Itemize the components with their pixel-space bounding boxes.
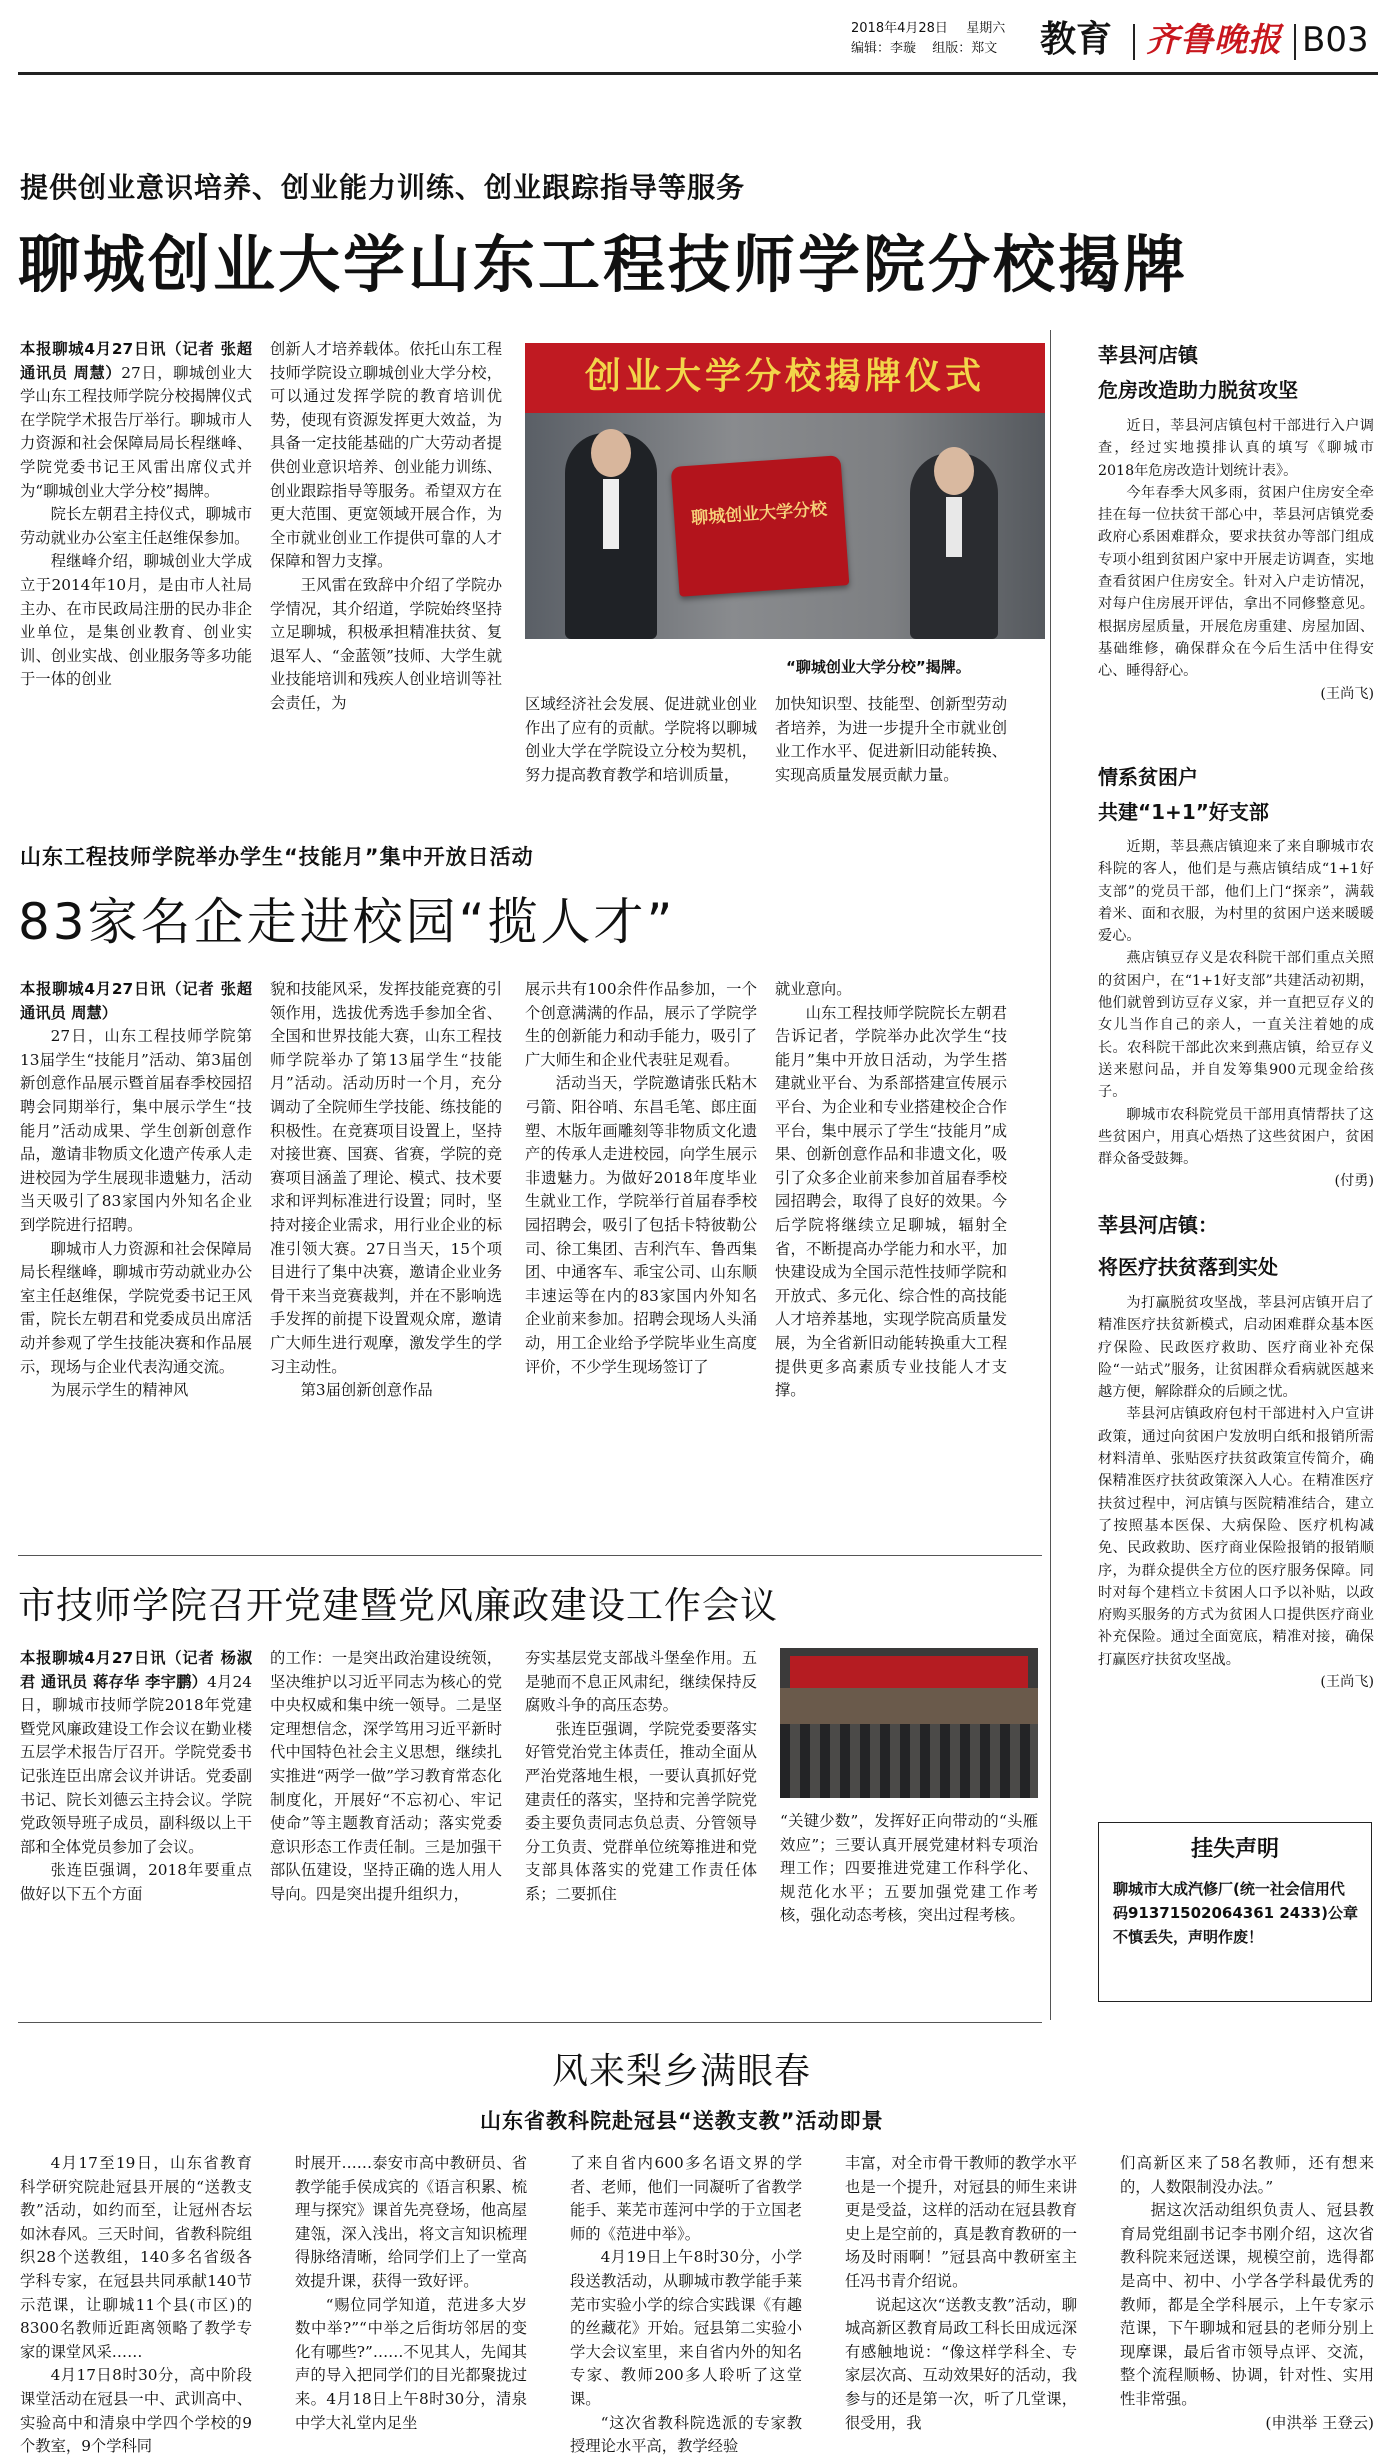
article2-col3 [525,978,757,1550]
notice-box [1098,1822,1372,2002]
article2-text: 就业意向。 [775,980,852,998]
article3-col4 [780,1810,1038,2002]
article4-text: 说起这次“送教支教”活动，聊城高新区教育局政工科长田成远深有感触地说：“像这样学科全、专家层次高、互动效果好的活动，我参与的还是第一次，听了几堂课，很受用，我 [845,2295,1077,2432]
side3-text: 莘县河店镇政府包村干部进村入户宣讲政策，通过向贫困户发放明白纸和报销所需材料清单、张贴医疗扶贫政策宣传简介，确保精准医疗扶贫政策深入人心。在精准医疗扶贫过程中，河店镇与医院精准结合，建立了按照基本医保、大病保险、医疗机构减免、民政救助、医疗商业保险报销的报销顺序，为群众提供全方位的医疗服务保障。同时对每个建档立卡贫困人口予以补贴，以政府购买服务的方式为贫困人口提供医疗商业补充保险。通过全面宽底，精准对接，确保打赢医疗扶贫攻坚战。 [1098,1406,1374,1668]
article2-text: 聊城市人力资源和社会保障局局长程继峰，聊城市劳动就业办公室主任赵维保，学院党委书记王风雷，院长左朝君和党委成员出席活动并参观了学生技能决赛和作品展示，现场与企业代表沟通交流。 [20,1239,252,1376]
side1-text: 近日，莘县河店镇包村干部进行入户调查，经过实地摸排认真的填写《聊城市2018年危房改造计划统计表》。 [1098,418,1374,479]
side2-body [1098,836,1374,1194]
photo-plaque [671,455,850,597]
article2-text: 活动当天，学院邀请张氏粘木弓箭、阳谷哨、东昌毛笔、郎庄面塑、木版年画雕刻等非物质文化遗产的传承人走进校园，向学生展示非遗魅力。为做好2018年度毕业生就业工作，学院举行首届春季校园招聘会，吸引了包括卡特彼勒公司、徐工集团、吉利汽车、鲁西集团、中通客车、乖宝公司、山东顺丰速运等在内的83家国内外知名企业前来参加。招聘会现场人头涌动，用工企业给予学院毕业生高度评价，不少学生现场签订了 [525,1074,757,1376]
article4-col4 [845,2152,1077,2432]
article4-byline: (申洪举 王登云) [1265,2413,1374,2432]
article3-col2 [270,1647,502,2002]
article3-text: 夯实基层党支部战斗堡垒作用。五是驰而不息正风肃纪，继续保持反腐败斗争的高压态势。 [525,1649,757,1715]
article2-text: 山东工程技师学院院长左朝君告诉记者，学院举办此次学生“技能月”集中开放日活动，为学生搭建就业平台、为系部搭建宣传展示平台、为企业和专业搭建校企合作平台，集中展示了学生“技能月”成果、创新创意作品和非遗文化，吸引了众多企业前来参加首届春季校园招聘会，取得了良好的效果。今后学院将继续立足聊城，辐射全省，不断提高办学能力和水平，加快建设成为全国示范性技师学院和开放式、多元化、综合性的高技能人才培养基地，实现学院高质量发展，为全省新旧动能转换重大工程提供更多高素质专业技能人才支撑。 [775,1003,1007,1400]
article3-text: 张连臣强调，2018年要重点做好以下五个方面 [20,1861,252,1903]
article2-text: 貌和技能风采，发挥技能竞赛的引领作用，选拔优秀选手参加全省、全国和世界技能大赛，山东工程技师学院举办了第13届学生“技能月”活动。活动历时一个月，充分调动了全院师生学技能、练技能的积极性。在竞赛项目设置上，坚持对接世赛、国赛、省赛，学院的竞赛项目涵盖了理论、模式、技术要求和评判标准进行设置；同时，坚持对接企业需求，用行业企业的标准引领大赛。27日当天，15个项目进行了集中决赛，邀请企业业务骨干来当竞赛裁判，并在不影响选手发挥的前提下设置观众席，邀请广大师生进行观摩，激发学生的学习主动性。 [270,980,502,1376]
article3-text: “关键少数”，发挥好正向带动的“头雁效应”；三要认真开展党建材料专项治理工作；四要推进党建工作科学化、规范化水平；五要加强党建工作考核，强化动态考核，突出过程考核。 [780,1812,1038,1925]
article1-text: 创新人才培养载体。依托山东工程技师学院设立聊城创业大学分校，可以通过发挥学院的教育培训优势，使现有资源发挥更大效益，为具备一定技能基础的广大劳动者提供创业意识培养、创业能力训练、创业跟踪指导等服务。希望双方在更大范围、更宽领域开展合作，为全市就业创业工作提供可靠的人才保障和智力支撑。 [270,340,502,571]
article4-text: 丰富，对全市骨干教师的教学水平也是一个提升，对冠县的师生来讲更是受益，这样的活动在冠县教育史上是空前的，真是教育教研的一场及时雨啊！”冠县高中教研室主任冯书青介绍说。 [845,2154,1077,2290]
side1-text: 今年春季大风多雨，贫困户住房安全牵挂在每一位扶贫干部心中，莘县河店镇党委政府心系困难群众，要求扶贫办等部门组成专项小组到贫困户家中开展走访调查，实地查看贫困户住房安全。针对入户走访情况，对每户住房展开评估，拿出不同修整意见。根据房屋质量，开展危房重建、房屋加固、基础维修，确保群众在今后生活中住得安心、睡得舒心。 [1098,484,1374,680]
notice-body: 聊城市大成汽修厂(统一社会信用代码91371502064361 2433)公章不慎丢失，声明作废！ [1113,1880,1358,1946]
article2-text: 27日，山东工程技师学院第13届学生“技能月”活动、第3届创新创意作品展示暨首届春季校园招聘会同期举行，集中展示学生“技能月”活动成果、学生创新创意作品，邀请非物质文化遗产传承人走进校园为学生展现非遗魅力，活动当天吸引了83家国内外知名企业到学院进行招聘。 [20,1027,252,1234]
divider-article3-4 [18,2022,1042,2023]
article4-text: 们高新区来了58名教师，还有想来的，人数限制没办法。” [1120,2154,1374,2196]
article2-text: 展示共有100余件作品参加，一个个创意满满的作品，展示了学院学生的创新能力和动手能力，吸引了广大师生和企业代表驻足观看。 [525,980,757,1069]
article4-text: 时展开……泰安市高中教研员、省教学能手侯成宾的《语言积累、梳理与探究》课首先亮登场，他高屋建瓴，深入浅出，将文言知识梳理得脉络清晰，给同学们上了一堂高效提升课，获得一致好评。 [295,2154,527,2290]
article3-text: 张连臣强调，学院党委要落实好管党治党主体责任，推动全面从严治党落地生根，一要认真抓好党建责任的落实，坚持和完善学院党委主要负责同志负总责、分管领导分工负责、党群单位统筹推进和党支部具体落实的党建工作责任体系；二要抓住 [525,1719,757,1903]
article4-text: 了来自省内600多名语文界的学者、老师，他们一同凝听了省教学能手、莱芜市莲河中学的于立国老师的《范进中举》。 [570,2154,802,2243]
photo-plaque-text: 聊城创业大学分校 [690,499,828,529]
article3-col1 [20,1647,252,2002]
article4-text: 4月19日上午8时30分，小学段送教活动，从聊城市教学能手莱芜市实验小学的综合实践课《有趣的丝藏花》开始。冠县第二实验小学大会议室里，来自省内外的知名专家、教师200多人聆听了这堂课。 [570,2248,802,2408]
side1-title1: 莘县河店镇 [1098,343,1198,367]
article1-text: 程继峰介绍，聊城创业大学成立于2014年10月，是由市人社局主办、在市民政局注册的民办非企业单位，是集创业教育、创业实训、创业实战、创业服务等多功能于一体的创业 [20,552,252,689]
side3-byline: (王尚飞) [1320,1674,1374,1691]
article1-photo [525,343,1045,639]
article1-col4 [775,693,1007,813]
side1-byline: (王尚飞) [1320,685,1374,702]
article4-text: 4月17日8时30分，高中阶段课堂活动在冠县一中、武训高中、实验高中和清泉中学四个学校的9个教室，9个学科同 [20,2366,252,2456]
article4-col1 [20,2152,252,2456]
side2-byline: (付勇) [1334,1173,1374,1190]
article3-lead: 本报聊城4月27日讯（记者 杨淑君 通讯员 蒋存华 李宇鹏） [20,1649,252,1691]
side3-title2: 将医疗扶贫落到实处 [1098,1255,1278,1279]
editor: 编辑：李璇 [851,41,917,56]
article3-text: 4月24日，聊城市技师学院2018年党建暨党风廉政建设工作会议在勤业楼五层学术报告厅召开。学院党委书记张连臣出席会议并讲话。党委副书记、院长刘德云主持会议。学院党政领导班子成员，副科级以上干部和全体党员参加了会议。 [20,1672,252,1856]
article1-text: 区域经济社会发展、促进就业创业作出了应有的贡献。学院将以聊城创业大学在学院设立分校为契机，努力提高教育教学和培训质量， [525,695,757,784]
article4-text: “赐位同学知道，范进多大岁数中举?”“中举之后街坊邻居的变化有哪些?”……不见其人，先闻其声的导入把同学们的目光都聚拢过来。4月18日上午8时30分，清泉中学大礼堂内足坐 [295,2295,527,2432]
article4-text: 据这次活动组织负责人、冠县教育局党组副书记李书刚介绍，这次省教科院来冠送课，规模空前，选得都是高中、初中、小学各学科最优秀的教师，都是全学科展示，上午专家示范课，下午聊城和冠县的老师分别上现摩课，最后省市领导点评、交流，整个流程顺畅、协调，针对性、实用性非常强。 [1120,2201,1374,2408]
side2-title1: 情系贫困户 [1098,765,1198,789]
page-number: B03 [1302,20,1369,60]
photo-banner-text: 创业大学分校揭牌仪式 [584,356,985,397]
article3-photo [780,1648,1038,1798]
article1-col1 [20,338,252,813]
article1-caption: “聊城创业大学分校”揭牌。 [786,658,971,676]
article2-kicker: 山东工程技师学院举办学生“技能月”集中开放日活动 [20,845,534,869]
header-editors [851,40,1051,58]
article1-kicker: 提供创业意识培养、创业能力训练、创业跟踪指导等服务 [20,171,746,204]
sidebar-divider [1050,330,1051,2020]
article2-title: 83家名企走进校园“揽人才” [18,893,676,951]
article3-col3 [525,1647,757,2002]
article1-col2 [270,338,502,813]
article4-col5 [1120,2152,1374,2432]
paper-logo: 齐鲁晚报 [1146,20,1282,59]
article1-lead: 本报聊城4月27日讯（记者 张超 通讯员 周慧） [20,340,252,382]
side3-body [1098,1292,1374,1812]
photo-person-right [910,453,998,639]
side2-text: 近期，莘县燕店镇迎来了来自聊城市农科院的客人，他们是与燕店镇结成“1+1好支部”的党员干部，他们上门“探亲”，满载着米、面和衣服，为村里的贫困户送来暖暖爱心。 [1098,839,1374,945]
designer: 组版：郑文 [932,41,998,56]
article1-text: 加快知识型、技能型、创新型劳动者培养，为进一步提升全市就业创业工作水平、促进新旧动能转换、实现高质量发展贡献力量。 [775,695,1007,784]
photo-audience [780,1724,1038,1798]
header-rule [18,72,1378,75]
photo-person-left [565,433,657,639]
article2-text: 为展示学生的精神风 [50,1381,189,1400]
header-date [851,20,1051,38]
article2-col2 [270,978,502,1550]
article1-text: 27日，聊城创业大学山东工程技师学院分校揭牌仪式在学院学术报告厅举行。聊城市人力资源和社会保障局局长程继峰、学院党委书记王风雷出席仪式并为“聊城创业大学分校”揭牌。 [20,363,252,500]
article4-subtitle: 山东省教科院赴冠县“送教支教”活动即景 [480,2109,884,2133]
photo-stage [780,1688,1038,1724]
article2-col4 [775,978,1007,1550]
header-divider-1 [1133,24,1135,60]
header-divider-2 [1294,24,1296,60]
article4-text: “这次省教科院选派的专家教授理论水平高，教学经验 [570,2413,802,2456]
article4-title: 风来梨乡满眼春 [552,2051,812,2092]
side2-text: 燕店镇豆存义是农科院干部们重点关照的贫困户，在“1+1好支部”共建活动初期，他们就曾到访豆存义家，并一直把豆存义的女儿当作自己的亲人，一直关注着她的成长。农科院干部此次来到燕店镇，给豆存义送来慰问品，并自发筹集900元现金给孩子。 [1098,950,1374,1101]
side1-title2: 危房改造助力脱贫攻坚 [1098,378,1298,402]
article4-text: 4月17至19日，山东省教育科学研究院赴冠县开展的“送教支教”活动，如约而至，让冠州杏坛如沐春风。三天时间，省教科院组织28个送教组，140多名省级各学科专家，在冠县共同承献140节示范课，让聊城11个县(市区)的8300名教师近距离领略了教学专家的课堂风采…… [20,2154,252,2361]
article2-col1 [20,978,252,1550]
side2-title2: 共建“1+1”好支部 [1098,800,1269,824]
photo-stage-banner [790,1656,1028,1688]
weekday: 星期六 [966,21,1006,36]
divider-article2-3 [18,1555,1042,1556]
article3-text: 的工作：一是突出政治建设统领，坚决维护以习近平同志为核心的党中央权威和集中统一领导。二是坚定理想信念，深学笃用习近平新时代中国特色社会主义思想，继续扎实推进“两学一做”学习教育常态化制度化，开展好“不忘初心、牢记使命”等主题教育活动；落实党委意识形态工作责任制。三是加强干部队伍建设，坚持正确的选人用人导向。四是突出提升组织力， [270,1649,502,1903]
article1-title: 聊城创业大学山东工程技师学院分校揭牌 [18,228,1189,301]
article4-col3 [570,2152,802,2456]
date: 2018年4月28日 [851,21,948,36]
side3-title1: 莘县河店镇： [1098,1213,1218,1237]
article2-lead: 本报聊城4月27日讯（记者 张超 通讯员 周慧） [20,980,252,1022]
article1-col3 [525,693,757,813]
article3-title: 市技师学院召开党建暨党风廉政建设工作会议 [18,1584,778,1627]
side3-text: 为打赢脱贫攻坚战，莘县河店镇开启了精准医疗扶贫新模式，启动困难群众基本医疗保险、民政医疗救助、医疗商业补充保险“一站式”服务，让贫困群众看病就医越来越方便，解除群众的后顾之忧。 [1098,1295,1374,1401]
article1-text: 院长左朝君主持仪式，聊城市劳动就业办公室主任赵维保参加。 [20,505,252,547]
article1-text: 王风雷在致辞中介绍了学院办学情况，其介绍道，学院始终坚持立足聊城，积极承担精准扶贫、复退军人、“金蓝领”技师、大学生就业技能培训和残疾人创业培训等社会责任，为 [270,575,502,712]
notice-title: 挂失声明 [1190,1837,1279,1862]
article2-text: 第3届创新创意作品 [300,1381,433,1400]
article4-col2 [295,2152,527,2432]
section-name: 教育 [1040,19,1113,60]
side1-body [1098,415,1374,745]
side2-text: 聊城市农科院党员干部用真情帮扶了这些贫困户，用真心焐热了这些贫困户，贫困群众备受鼓舞。 [1098,1106,1374,1168]
